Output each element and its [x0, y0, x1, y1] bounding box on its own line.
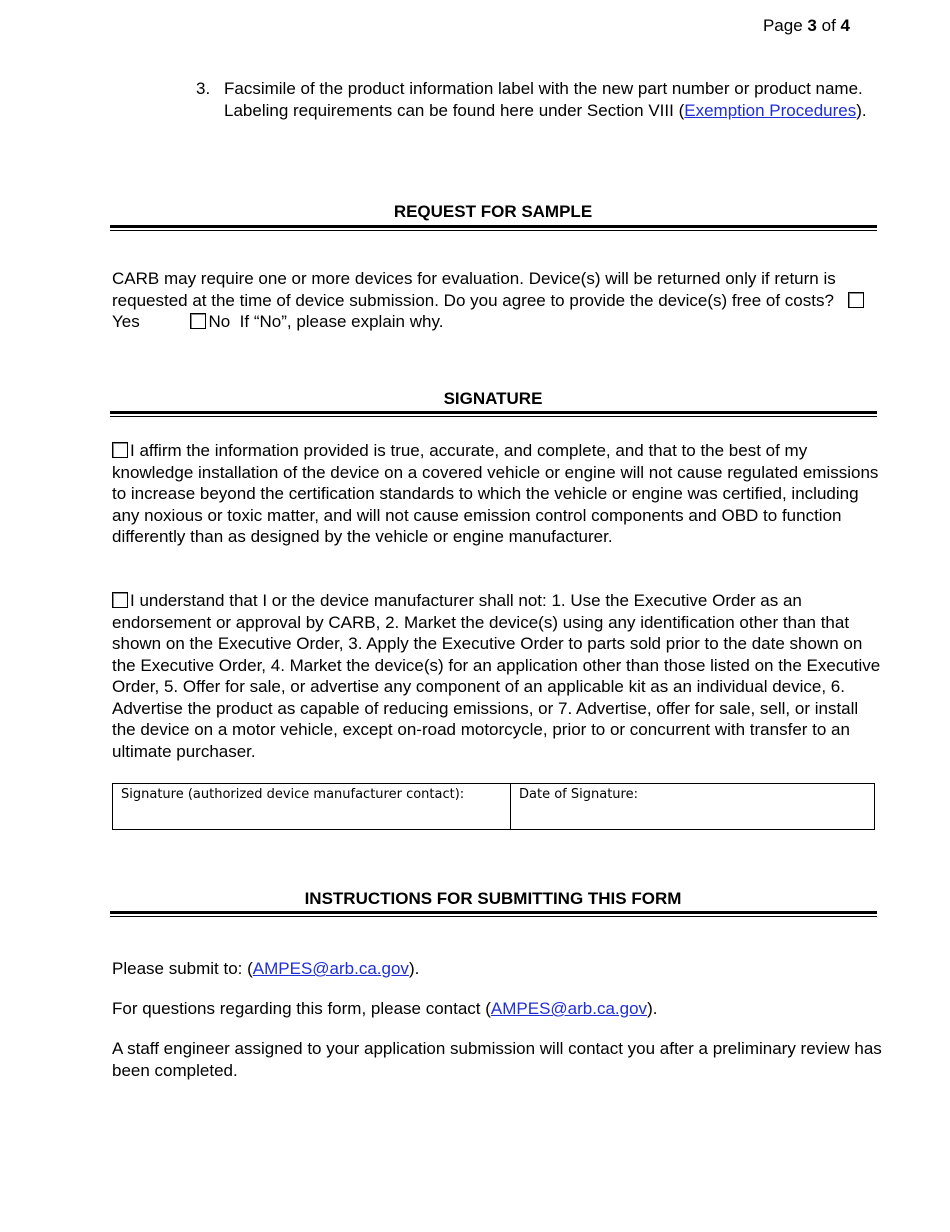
request-sample-heading: REQUEST FOR SAMPLE — [393, 202, 593, 221]
no-explain-text: If “No”, please explain why. — [239, 312, 444, 331]
request-sample-text: CARB may require one or more devices for evaluation. Device(s) will be returned only if return is requested at the time of device submission. Do you agree to provide the device(s) free of costs? — [112, 269, 836, 310]
affirm-text: I affirm the information provided is true, accurate, and complete, and that to the best of my knowledge installation of the device on a covered vehicle or engine will not cause regulated emissions to increase beyond the certification standards to which the vehicle or engine was certified, including any noxious or toxic matter, and will not cause emission control components and OBD to function differently than as designed by the vehicle or engine manufacturer. — [112, 441, 879, 546]
understand-checkbox[interactable] — [112, 592, 128, 608]
questions-paragraph — [112, 998, 882, 1020]
affirm-checkbox[interactable] — [112, 442, 128, 458]
yes-checkbox[interactable] — [848, 292, 864, 308]
questions-text-before: For questions regarding this form, please contact ( — [112, 999, 491, 1018]
date-of-signature-field[interactable] — [511, 784, 874, 829]
section-divider — [110, 911, 877, 917]
signature-table — [112, 783, 875, 830]
section-divider — [110, 411, 877, 417]
no-label: No — [208, 312, 231, 331]
signature-field[interactable] — [113, 784, 511, 829]
understand-text: I understand that I or the device manufacturer shall not: 1. Use the Executive Order as an endorsement or approval by CARB, 2. Market the device(s) using any identification other than that shown on the Executive Order, 3. Apply the Executive Order to parts sold prior to the date shown on the Executive Order, 4. Market the device(s) for an application other than those listed on the Executive Order, 5. Offer for sale, or advertise any component of an applicable kit as an individual device, 6. Advertise the product as capable of reducing emissions, or 7. Advertise, offer for sale, sell, or install the device on a motor vehicle, except on-road motorcycle, prior to or concurrent with transfer to an ultimate purchaser. — [112, 591, 881, 761]
request-sample-paragraph — [112, 268, 882, 333]
submit-text-after: ). — [408, 959, 420, 978]
date-of-signature-label: Date of Signature: — [519, 787, 638, 802]
understand-paragraph — [112, 590, 882, 762]
submit-paragraph — [112, 958, 882, 980]
page-label: Page — [762, 16, 803, 35]
yes-label: Yes — [112, 312, 140, 331]
item3-text-after: ). — [856, 100, 867, 120]
exemption-procedures-link[interactable]: Exemption Procedures — [684, 100, 857, 120]
questions-email-link[interactable]: AMPES@arb.ca.gov — [490, 999, 648, 1018]
staff-engineer-paragraph: A staff engineer assigned to your application submission will contact you after a preliminary review has been completed. — [112, 1039, 882, 1080]
affirm-paragraph — [112, 440, 882, 548]
signature-label: Signature (authorized device manufacturer contact): — [121, 787, 465, 802]
submit-email-link[interactable]: AMPES@arb.ca.gov — [252, 959, 409, 978]
page-of: of — [821, 16, 836, 35]
page-current: 3 — [807, 16, 817, 35]
list-item-number: 3. — [196, 79, 211, 98]
instructions-heading: INSTRUCTIONS FOR SUBMITTING THIS FORM — [304, 889, 682, 908]
submit-text-before: Please submit to: ( — [112, 959, 253, 978]
list-item-text — [224, 78, 884, 121]
section-divider — [110, 225, 877, 231]
page-number — [763, 15, 850, 37]
page-total: 4 — [840, 16, 850, 35]
no-checkbox[interactable] — [190, 313, 206, 329]
questions-text-after: ). — [647, 999, 658, 1018]
item3-text-before: Facsimile of the product information label with the new part number or product name. Labeling requirements can be found here under Section VIII ( — [224, 79, 863, 120]
signature-heading: SIGNATURE — [443, 389, 543, 408]
